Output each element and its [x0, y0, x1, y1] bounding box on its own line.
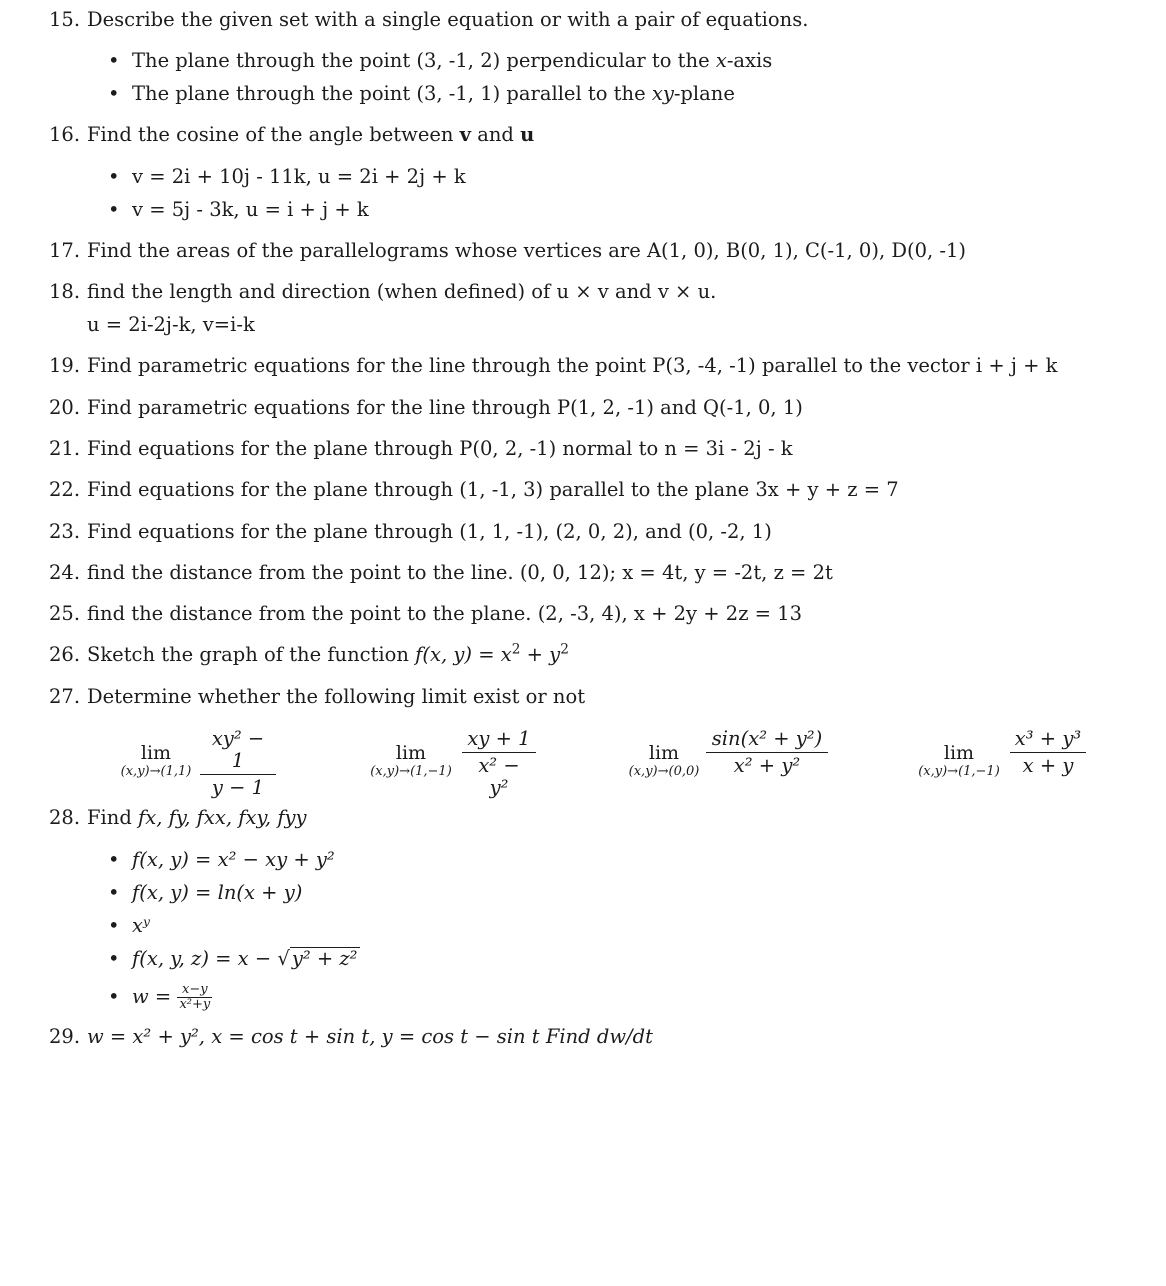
limit-fraction	[706, 728, 828, 777]
problem-number: 17.	[49, 239, 81, 262]
partials-list: fx, fy, fxx, fxy, fyy	[138, 806, 307, 829]
problem-number: 23.	[49, 520, 81, 543]
problem-number: 22.	[49, 478, 81, 501]
bullet-icon: •	[108, 985, 120, 1008]
bullet-text: -plane	[673, 82, 735, 105]
math-var: x	[715, 49, 727, 72]
bullet-text: f(x, y) = x² − xy + y²	[132, 848, 335, 871]
problem-number: 26.	[49, 643, 81, 666]
bullet-text: The plane through the point (3, -1, 2) perpendicular to the	[132, 49, 716, 72]
numerator: xy + 1	[462, 728, 536, 753]
numerator: xy² − 1	[200, 728, 276, 775]
bullet-icon: •	[108, 914, 120, 937]
problem-number: 20.	[49, 396, 81, 419]
lim-approach: (x,y)→(1,−1)	[918, 764, 1000, 779]
function-expression: = x	[472, 643, 512, 666]
lim-approach: (x,y)→(1,1)	[120, 764, 192, 779]
problem-number: 19.	[49, 354, 81, 377]
problem-text: Determine whether the following limit exist or not	[87, 685, 586, 708]
problem-number: 16.	[49, 123, 81, 146]
problem-text: Sketch the graph of the function	[87, 643, 416, 666]
problem-text: Find equations for the plane through (1, 1, -1), (2, 0, 2), and (0, -2, 1)	[87, 520, 772, 543]
problem-text: find the distance from the point to the plane. (2, -3, 4), x + 2y + 2z = 13	[87, 602, 803, 625]
denominator: x²+y	[179, 997, 211, 1012]
bullet-text: xʸ	[132, 914, 150, 937]
vector-u: u	[520, 123, 535, 146]
problem-number: 15.	[49, 8, 81, 31]
bullet-text: v = 5j - 3k, u = i + j + k	[132, 198, 369, 221]
problem-text: Find parametric equations for the line through the point P(3, -4, -1) parallel to the vector i + j + k	[87, 354, 1058, 377]
problem-number: 24.	[49, 561, 81, 584]
bullet-text: -axis	[726, 49, 773, 72]
problem-number: 21.	[49, 437, 81, 460]
limit-fraction	[1010, 728, 1086, 777]
vector-v: v	[459, 123, 472, 146]
problem-text: Find the areas of the parallelograms whose vertices are A(1, 0), B(0, 1), C(-1, 0), D(0, -1)	[87, 239, 966, 262]
numerator: x−y	[177, 983, 212, 998]
problem-text: Find	[87, 806, 139, 829]
problem-text: Find the cosine of the angle between	[87, 123, 460, 146]
lim-approach: (x,y)→(1,−1)	[370, 764, 452, 779]
problem-text: Find equations for the plane through P(0, 2, -1) normal to n = 3i - 2j - k	[87, 437, 793, 460]
problem-text: Find parametric equations for the line through P(1, 2, -1) and Q(-1, 0, 1)	[87, 396, 803, 419]
lim-label: lim	[395, 742, 427, 764]
denominator: y − 1	[211, 776, 265, 799]
lim-label: lim	[943, 742, 975, 764]
bullet-text: w =	[132, 985, 178, 1008]
problem-number: 28.	[49, 806, 81, 829]
problem-number: 25.	[49, 602, 81, 625]
math-var: xy	[651, 82, 674, 105]
denominator: x + y	[1022, 754, 1074, 777]
bullet-icon: •	[108, 49, 120, 72]
problem-text: Find equations for the plane through (1, -1, 3) parallel to the plane 3x + y + z = 7	[87, 478, 899, 501]
bullet-icon: •	[108, 165, 120, 188]
limit-fraction	[200, 728, 276, 799]
bullet-icon: •	[108, 881, 120, 904]
bullet-icon: •	[108, 947, 120, 970]
problem-subtext: u = 2i-2j-k, v=i-k	[87, 313, 255, 336]
problem-number: 27.	[49, 685, 81, 708]
problem-number: 18.	[49, 280, 81, 303]
worksheet-page: 15. Describe the given set with a single equation or with a pair of equations. • The plane through the point (3, -1, 2) perpendicular to the x-axis • The plane through the point (3, -1, 1) parallel to the xy-plane 16. Find the cosine of the angle between v and u • v = 2i + 10j - 11k, u = 2i + 2j + k • v = 5j - 3k, u = i + j + k 17. Find the areas of the parallelograms whose vertices are A(1, 0), B(0, 1), C(-1, 0), D(0, -1) 18. find the length and direction (when defined) of u × v and v × u. u = 2i-2j-k, v=i-k 19. Find parametric equations for the line through the point P(3, -4, -1) parallel to the vector i + j + k 20. Find parametric equations for the line through P(1, 2, -1) and Q(-1, 0, 1) 21. Find equations for the plane through P(0, 2, -1) normal to n = 3i - 2j - k 22. Find equations for the plane through (1, -1, 3) parallel to the plane 3x + y + z = 7 23. Find equations for the plane through (1, 1, -1), (2, 0, 2), and (0, -2, 1) 24. find the distance from the point to the line. (0, 0, 12); x = 4t, y = -2t, z = 2t 25. find the distance from the point to the plane. (2, -3, 4), x + 2y + 2z = 13 26. Sketch the graph of the function f(x, $y) = x^2 + y^2$ 27. Determine whether the following limit exist or not lim (x,y)→(1,1) $\frac{\text{xy² − 1}}{y - 1}$ lim (x,y)→(1,−1) $\frac{xy + 1}{\text{x² − y²}}$ lim (x,y)→(0,0) $\frac{\text{sin(x² + y²)}}{\text{x² + y²}}$ lim (x,y)→(1,−1) $\frac{\text{x³ + y³}}{x + y}$ 28. Find fx, fy, fxx, fxy, fyy • f(x, y) = x² − xy + y² • f(x, y) = ln(x + y) • xʸ • f(x, y, z) = x − √ y² + z² • w = $\frac{x-y}{\text{x²+y}}$ 29. w = x² + y², x = cos t + sin t, y = cos t − sin t Find dw/dt	[0, 0, 1166, 1286]
bullet-icon: •	[108, 848, 120, 871]
bullet-icon: •	[108, 82, 120, 105]
bullet-text: f(x, y, z) = x −	[132, 947, 278, 970]
fraction	[177, 983, 212, 1012]
denominator: x² + y²	[733, 754, 801, 777]
function-name: f(x, y)	[415, 643, 472, 666]
problem-text: and	[471, 123, 521, 146]
bullet-text: f(x, y) = ln(x + y)	[132, 881, 303, 904]
problem-text: Describe the given set with a single equation or with a pair of equations.	[87, 8, 809, 31]
denominator: x² − y²	[478, 754, 520, 799]
sqrt-icon: √	[277, 947, 290, 970]
bullet-text: v = 2i + 10j - 11k, u = 2i + 2j + k	[132, 165, 466, 188]
lim-label: lim	[648, 742, 680, 764]
bullet-text: The plane through the point (3, -1, 1) parallel to the	[132, 82, 652, 105]
problem-text: find the distance from the point to the line. (0, 0, 12); x = 4t, y = -2t, z = 2t	[87, 561, 833, 584]
problem-text: w = x² + y², x = cos t + sin t, y = cos t − sin t Find dw/dt	[87, 1025, 653, 1048]
bullet-icon: •	[108, 198, 120, 221]
lim-label: lim	[140, 742, 172, 764]
lim-approach: (x,y)→(0,0)	[628, 764, 700, 779]
numerator: sin(x² + y²)	[706, 728, 828, 753]
problem-number: 29.	[49, 1025, 81, 1048]
numerator: x³ + y³	[1010, 728, 1086, 753]
sqrt-content: y² + z²	[291, 947, 358, 970]
limit-fraction	[462, 728, 536, 799]
problem-text: find the length and direction (when defined) of u × v and v × u.	[87, 280, 717, 303]
